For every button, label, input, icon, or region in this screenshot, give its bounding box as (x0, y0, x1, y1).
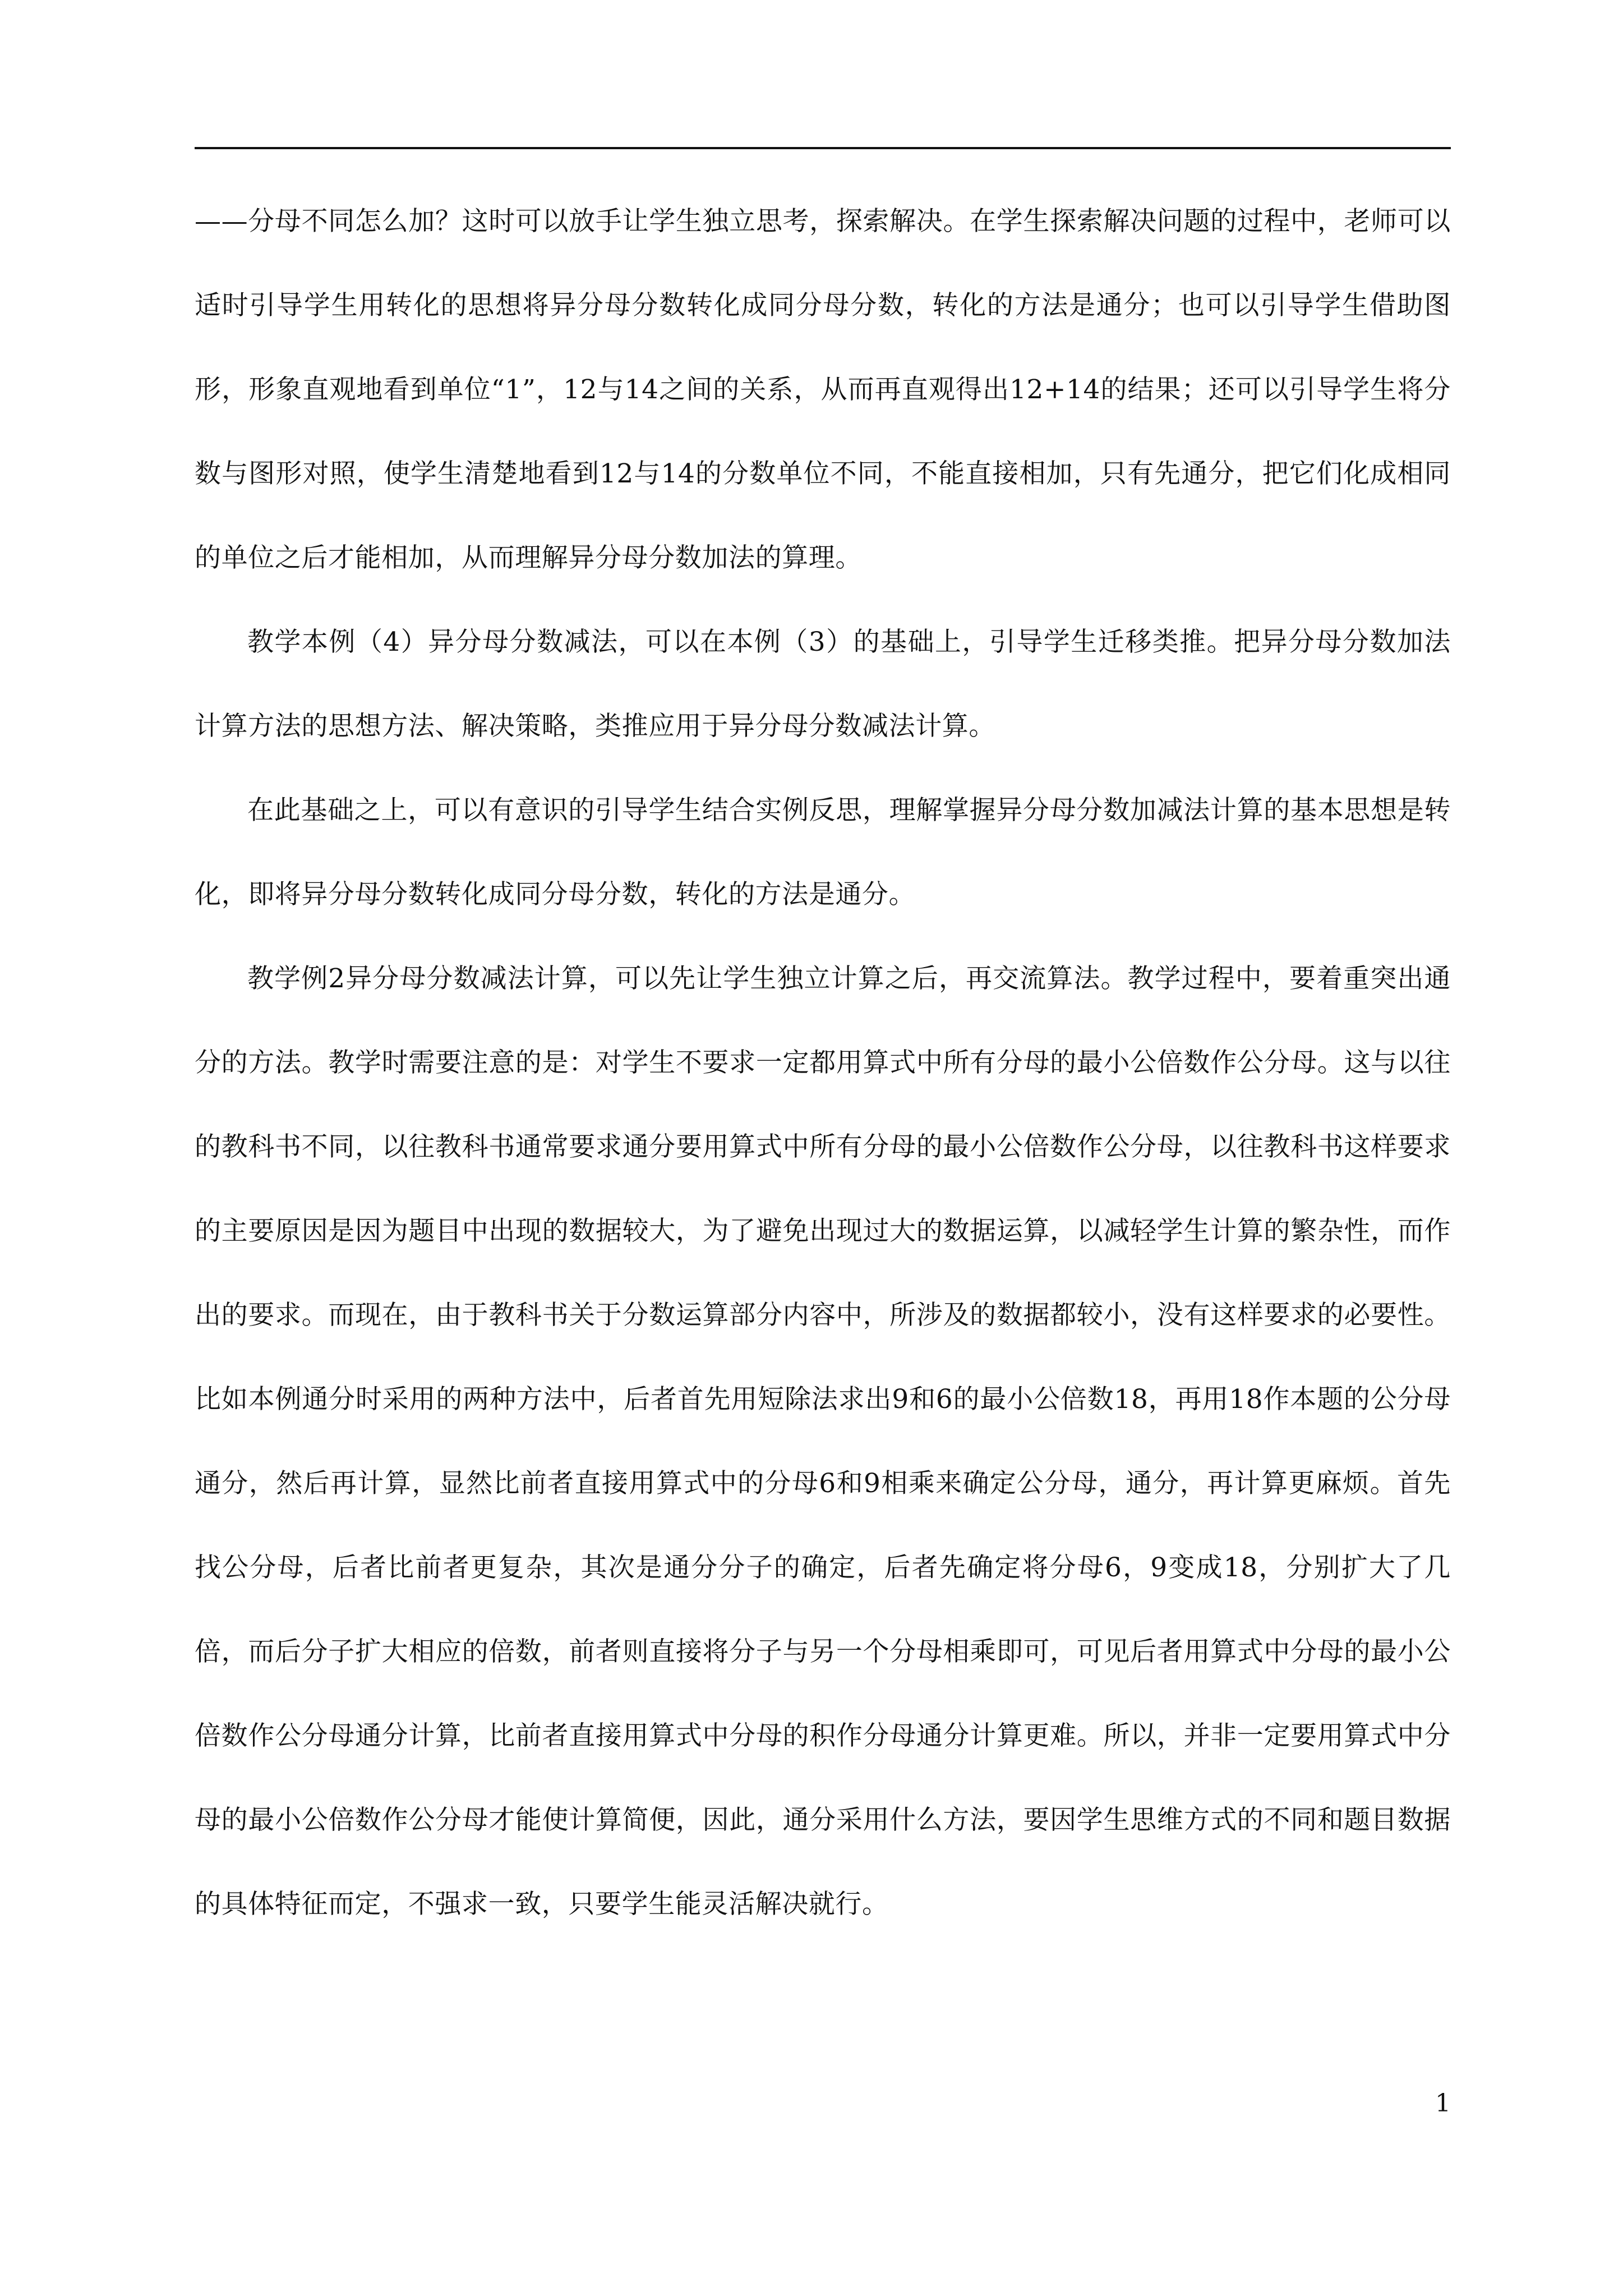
paragraph-continuation: ——分母不同怎么加？这时可以放手让学生独立思考，探索解决。在学生探索解决问题的过程中，老师可以适时引导学生用转化的思想将异分母分数转化成同分母分数，转化的方法是通分；也可以引导学生借助图形，形象直观地看到单位“1”，12与14之间的关系，从而再直观得出12+14的结果；还可以引导学生将分数与图形对照，使学生清楚地看到12与14的分数单位不同，不能直接相加，只有先通分，把它们化成相同的单位之后才能相加，从而理解异分母分数加法的算理。 (195, 206, 1451, 573)
page-number: 1 (1435, 2089, 1451, 2118)
paragraph-subtraction-example: 教学本例（4）异分母分数减法，可以在本例（3）的基础上，引导学生迁移类推。把异分母分数加法计算方法的思想方法、解决策略，类推应用于异分母分数减法计算。 (195, 627, 1451, 742)
header-rule (195, 147, 1451, 149)
document-body (195, 180, 1451, 1947)
paragraph-example-2: 教学例2异分母分数减法计算，可以先让学生独立计算之后，再交流算法。教学过程中，要着重突出通分的方法。教学时需要注意的是：对学生不要求一定都用算式中所有分母的最小公倍数作公分母。这与以往的教科书不同，以往教科书通常要求通分要用算式中所有分母的最小公倍数作公分母，以往教科书这样要求的主要原因是因为题目中出现的数据较大，为了避免出现过大的数据运算，以减轻学生计算的繁杂性，而作出的要求。而现在，由于教科书关于分数运算部分内容中，所涉及的数据都较小，没有这样要求的必要性。比如本例通分时采用的两种方法中，后者首先用短除法求出9和6的最小公倍数18，再用18作本题的公分母通分，然后再计算，显然比前者直接用算式中的分母6和9相乘来确定公分母，通分，再计算更麻烦。首先找公分母，后者比前者更复杂，其次是通分分子的确定，后者先确定将分母6，9变成18，分别扩大了几倍，而后分子扩大相应的倍数，前者则直接将分子与另一个分母相乘即可，可见后者用算式中分母的最小公倍数作公分母通分计算，比前者直接用算式中分母的积作分母通分计算更难。所以，并非一定要用算式中分母的最小公倍数作公分母才能使计算简便，因此，通分采用什么方法，要因学生思维方式的不同和题目数据的具体特征而定，不强求一致，只要学生能灵活解决就行。 (195, 963, 1451, 1920)
paragraph-reflection: 在此基础之上，可以有意识的引导学生结合实例反思，理解掌握异分母分数加减法计算的基本思想是转化，即将异分母分数转化成同分母分数，转化的方法是通分。 (195, 795, 1451, 910)
